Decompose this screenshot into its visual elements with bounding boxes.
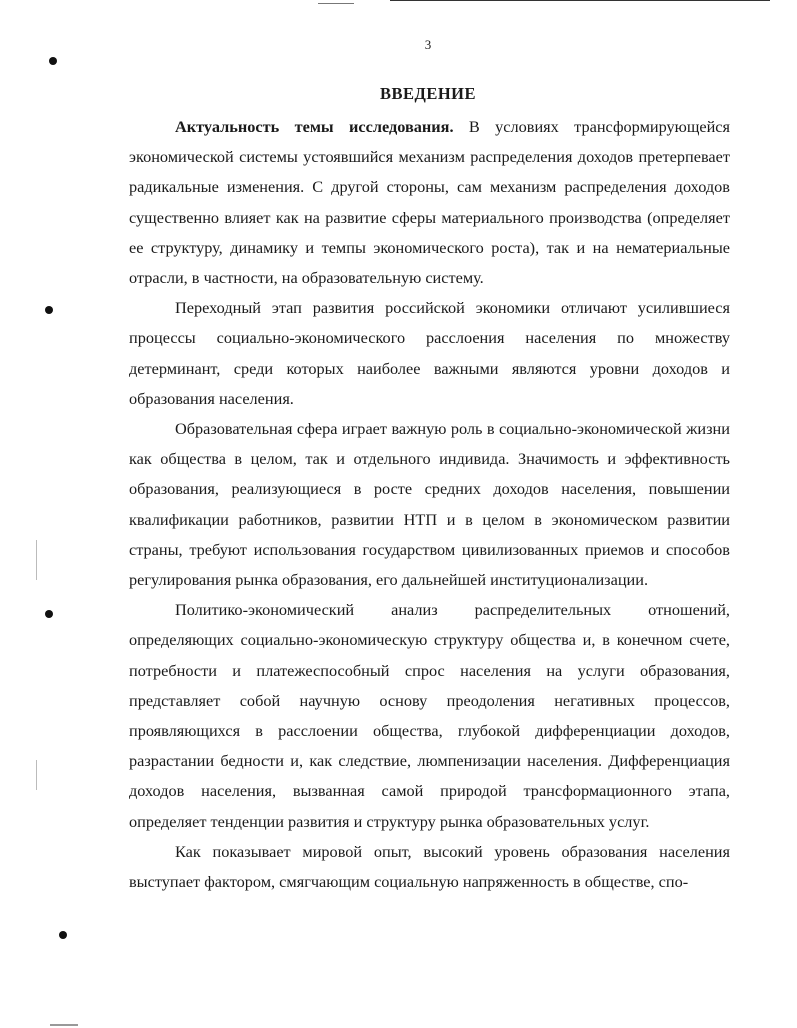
paragraph-lead: Актуальность темы исследования. <box>175 117 454 136</box>
body-text <box>129 112 730 897</box>
scan-mark-top <box>318 3 354 4</box>
punch-hole <box>45 306 53 314</box>
paragraph <box>129 595 730 837</box>
section-heading: ВВЕДЕНИЕ <box>379 84 477 103</box>
paragraph-text: Образовательная сфера играет важную роль в социально-экономической жизни как общества в целом, так и отдельного индивида. Значимость и эффективность образования, реализующиеся в росте средних доходов населения, повышении квалификации работников, развитии НТП и в целом в экономическом развитии страны, требуют использования государством цивилизованных приемов и способов регулирования рынка образования, его дальнейшей институционализации. <box>129 419 730 590</box>
paragraph-text: Переходный этап развития российской экономики отличают усилившиеся процессы социально-экономического расслоения населения по множеству детерминант, среди которых наиболее важными являются уровни доходов и образования населения. <box>129 298 730 408</box>
scan-mark-left <box>36 760 37 790</box>
paragraph-text: Как показывает мировой опыт, высокий уровень образования населения выступает фактором, смягчающим социальную напряженность в обществе, спо- <box>129 841 730 892</box>
page-number: 3 <box>424 37 432 52</box>
paragraph-text: Политико-экономический анализ распределительных отношений, определяющих социально-экономическую структуру общества и, в конечном счете, потребности и платежеспособный спрос населения на услуги образования, представляет собой научную основу преодоления негативных процессов, проявляющихся в расслоении общества, глубокой дифференциации доходов, разрастании бедности и, как следствие, люмпенизации населения. Дифференциация доходов населения, вызванная самой природой трансформационного этапа, определяет тенденции развития и структуру рынка образовательных услуг. <box>129 600 730 831</box>
scan-mark-bottom <box>50 1024 78 1026</box>
punch-hole <box>45 610 53 618</box>
scan-mark-left <box>36 540 37 580</box>
scan-edge-line <box>390 0 770 1</box>
paragraph <box>129 293 730 414</box>
punch-hole <box>59 931 67 939</box>
paragraph <box>129 112 730 293</box>
paragraph <box>129 837 730 897</box>
paragraph-text: В условиях трансформирующейся экономической системы устоявшийся механизм распределения доходов претерпевает радикальные изменения. С другой стороны, сам механизм распределения доходов существенно влияет как на развитие сферы материального производства (определяет ее структуру, динамику и темпы экономического роста), так и на нематериальные отрасли, в частности, на образовательную систему. <box>129 117 731 288</box>
paragraph <box>129 414 730 595</box>
punch-hole <box>49 57 57 65</box>
